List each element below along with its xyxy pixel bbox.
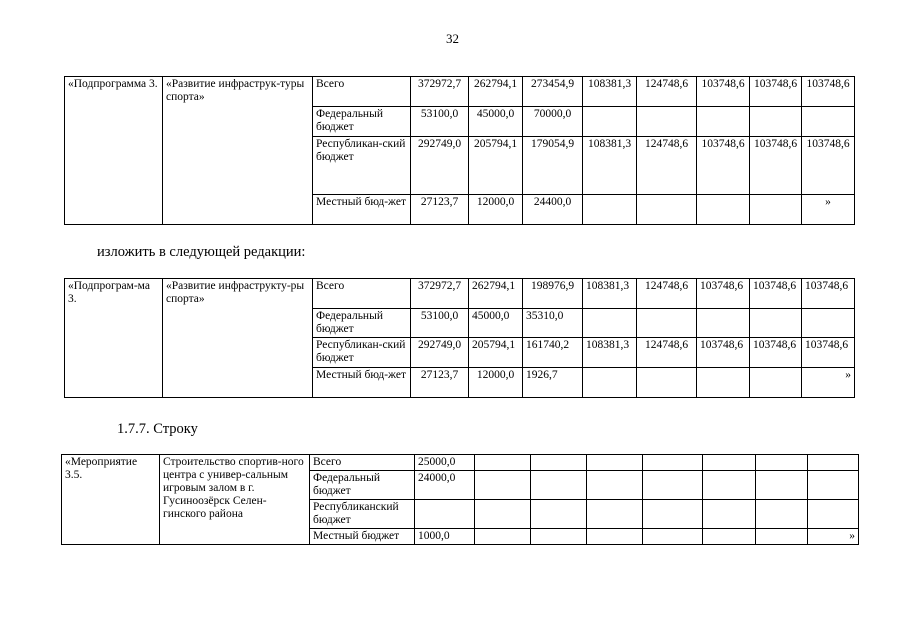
value-cell [756, 529, 808, 545]
value-cell [583, 368, 637, 398]
value-cell: 262794,1 [469, 279, 523, 309]
value-cell: 53100,0 [411, 107, 469, 137]
value-cell [703, 529, 756, 545]
value-cell [531, 471, 587, 500]
value-cell: 70000,0 [523, 107, 583, 137]
value-cell: 273454,9 [523, 77, 583, 107]
value-cell [583, 195, 637, 225]
value-cell [637, 195, 697, 225]
value-cell [531, 500, 587, 529]
value-cell [637, 368, 697, 398]
value-cell [802, 107, 855, 137]
value-cell [475, 500, 531, 529]
row-label: Всего [310, 455, 415, 471]
value-cell: 198976,9 [523, 279, 583, 309]
value-cell [697, 368, 750, 398]
value-cell [808, 455, 859, 471]
value-cell [587, 529, 643, 545]
value-cell: 179054,9 [523, 137, 583, 195]
value-cell [583, 107, 637, 137]
program-name-cell: «Развитие инфраструк-туры спорта» [163, 77, 313, 225]
value-cell: 103748,6 [697, 77, 750, 107]
program-cell: «Подпрограм-ма 3. [65, 279, 163, 398]
value-cell [756, 500, 808, 529]
value-cell [475, 471, 531, 500]
row-label: Всего [313, 279, 411, 309]
row-label: Федеральный бюджет [313, 107, 411, 137]
value-cell [475, 455, 531, 471]
activity-name-cell: Строительство спортив-ного центра с универ-сальным игровым залом в г. Гусиноозёрск Селен-гинского района [160, 455, 310, 545]
value-cell: 53100,0 [411, 309, 469, 338]
value-cell [808, 500, 859, 529]
value-cell: 103748,6 [802, 279, 855, 309]
section-heading: 1.7.7. Строку [117, 421, 198, 437]
value-cell [697, 107, 750, 137]
value-cell [415, 500, 475, 529]
value-cell [697, 309, 750, 338]
value-cell: 108381,3 [583, 279, 637, 309]
row-label: Республиканский бюджет [310, 500, 415, 529]
value-cell: 124748,6 [637, 279, 697, 309]
closing-quote-cell: » [802, 195, 855, 225]
table-row [62, 455, 859, 471]
value-cell: 1000,0 [415, 529, 475, 545]
value-cell [587, 471, 643, 500]
value-cell [703, 455, 756, 471]
value-cell [583, 309, 637, 338]
budget-table-new [64, 278, 855, 398]
value-cell: 45000,0 [469, 309, 523, 338]
value-cell: 292749,0 [411, 338, 469, 368]
value-cell: 108381,3 [583, 137, 637, 195]
value-cell: 205794,1 [469, 338, 523, 368]
value-cell: 108381,3 [583, 77, 637, 107]
value-cell: 45000,0 [469, 107, 523, 137]
value-cell [531, 455, 587, 471]
value-cell: 103748,6 [802, 137, 855, 195]
value-cell [643, 500, 703, 529]
value-cell: 35310,0 [523, 309, 583, 338]
value-cell: 103748,6 [697, 279, 750, 309]
value-cell [750, 368, 802, 398]
value-cell: 103748,6 [802, 338, 855, 368]
value-cell [703, 500, 756, 529]
value-cell: 103748,6 [750, 279, 802, 309]
value-cell: 124748,6 [637, 137, 697, 195]
row-label: Республикан-ский бюджет [313, 338, 411, 368]
row-label: Местный бюд-жет [313, 195, 411, 225]
value-cell [756, 471, 808, 500]
value-cell: 262794,1 [469, 77, 523, 107]
value-cell: 103748,6 [750, 338, 802, 368]
closing-quote-cell: » [808, 529, 859, 545]
value-cell [750, 107, 802, 137]
value-cell: 124748,6 [637, 77, 697, 107]
value-cell: 372972,7 [411, 77, 469, 107]
value-cell: 124748,6 [637, 338, 697, 368]
row-label: Республикан-ский бюджет [313, 137, 411, 195]
value-cell: 1926,7 [523, 368, 583, 398]
value-cell [703, 471, 756, 500]
activity-table [61, 454, 859, 545]
value-cell: 12000,0 [469, 368, 523, 398]
value-cell: 108381,3 [583, 338, 637, 368]
value-cell: 161740,2 [523, 338, 583, 368]
value-cell [587, 455, 643, 471]
value-cell [637, 107, 697, 137]
row-label: Федеральный бюджет [310, 471, 415, 500]
table-row [65, 77, 855, 107]
program-name-cell: «Развитие инфраструкту-ры спорта» [163, 279, 313, 398]
value-cell: 12000,0 [469, 195, 523, 225]
value-cell: 372972,7 [411, 279, 469, 309]
value-cell [756, 455, 808, 471]
page-number: 32 [446, 31, 459, 46]
value-cell [802, 309, 855, 338]
value-cell [643, 455, 703, 471]
value-cell [475, 529, 531, 545]
value-cell [750, 309, 802, 338]
value-cell: 27123,7 [411, 195, 469, 225]
value-cell [808, 471, 859, 500]
value-cell [587, 500, 643, 529]
value-cell: 103748,6 [802, 77, 855, 107]
value-cell: 103748,6 [697, 338, 750, 368]
row-label: Местный бюд-жет [313, 368, 411, 398]
value-cell: 205794,1 [469, 137, 523, 195]
value-cell [643, 529, 703, 545]
value-cell: 103748,6 [750, 137, 802, 195]
program-cell: «Подпрограмма 3. [65, 77, 163, 225]
closing-quote-cell: » [802, 368, 855, 398]
row-label: Федеральный бюджет [313, 309, 411, 338]
budget-table-original [64, 76, 855, 225]
value-cell [643, 471, 703, 500]
value-cell: 103748,6 [697, 137, 750, 195]
instruction-text: изложить в следующей редакции: [97, 244, 306, 260]
value-cell [697, 195, 750, 225]
value-cell [531, 529, 587, 545]
value-cell: 24400,0 [523, 195, 583, 225]
value-cell: 292749,0 [411, 137, 469, 195]
value-cell: 24000,0 [415, 471, 475, 500]
value-cell: 103748,6 [750, 77, 802, 107]
table-row [65, 279, 855, 309]
value-cell [750, 195, 802, 225]
activity-cell: «Мероприятие 3.5. [62, 455, 160, 545]
row-label: Всего [313, 77, 411, 107]
value-cell [637, 309, 697, 338]
row-label: Местный бюджет [310, 529, 415, 545]
value-cell: 27123,7 [411, 368, 469, 398]
value-cell: 25000,0 [415, 455, 475, 471]
